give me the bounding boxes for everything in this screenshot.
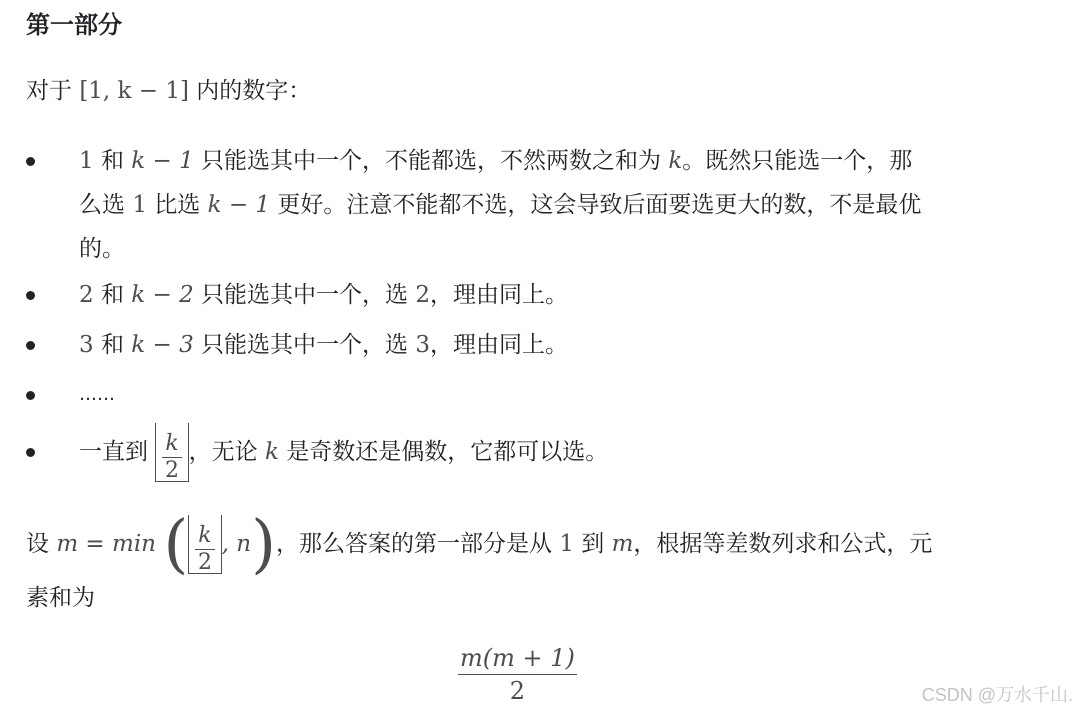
list-item — [26, 273, 1046, 317]
list-item-continuation — [26, 227, 1046, 271]
text-part: ，根据等差数列求和公式，元 — [633, 531, 933, 557]
text-part: 更好。注意不能都不选，这会导致后面要选更大的数，不是最优 — [277, 192, 922, 218]
bullet-dot — [26, 391, 35, 400]
display-formula — [458, 642, 577, 707]
fraction-k-over-2 — [162, 431, 181, 484]
math-three: 3 — [415, 332, 430, 358]
formula-numerator: m(m + 1) — [458, 642, 577, 675]
bullet-dot — [26, 157, 35, 166]
math-two: 2 — [79, 282, 94, 308]
floor-bracket — [155, 423, 188, 482]
math-m: m — [611, 531, 634, 557]
math-k-minus-3: k − 3 — [131, 332, 194, 358]
bullet-dot — [26, 291, 35, 300]
bullet-dot — [26, 448, 35, 457]
math-one: 1 — [559, 531, 574, 557]
text-part: ，理由同上。 — [430, 332, 568, 358]
fraction-formula — [458, 642, 577, 707]
text-part: 一直到 — [79, 439, 148, 465]
text-part: 的。 — [79, 236, 125, 262]
math-k: k — [264, 439, 279, 465]
fraction-denominator: 2 — [197, 550, 212, 575]
text-part: 是奇数还是偶数，它都可以选。 — [286, 439, 609, 465]
math-k-minus-1: k − 1 — [131, 148, 194, 174]
fraction-k-over-2 — [195, 523, 214, 576]
section-heading: 第一部分 — [26, 11, 122, 39]
floor-bracket — [188, 515, 221, 574]
intro-prefix: 对于 — [26, 78, 72, 104]
text-and: 和 — [100, 148, 124, 174]
math-k-minus-1: k − 1 — [207, 192, 271, 218]
intro-line — [26, 69, 311, 113]
math-one: 1 — [79, 148, 94, 174]
math-k-minus-2: k − 2 — [131, 282, 194, 308]
fraction-numerator: k — [162, 431, 181, 458]
text-part: 比选 — [154, 192, 201, 218]
fraction-denominator: 2 — [164, 458, 179, 483]
text-part: ，那么答案的第一部分是从 — [276, 531, 553, 557]
bullet-dot — [26, 341, 35, 350]
ellipsis-text: …… — [79, 384, 115, 405]
right-paren: ) — [251, 507, 277, 582]
text-part: 只能选其中一个，选 — [201, 332, 409, 358]
text-part: 设 — [26, 531, 49, 557]
math-k: k — [668, 148, 683, 174]
list-item-continuation — [26, 183, 1046, 227]
text-part: 只能选其中一个，选 — [201, 282, 409, 308]
text-part: 只能选其中一个，不能都选，不然两数之和为 — [201, 148, 662, 174]
left-paren: ( — [163, 507, 189, 582]
list-item — [26, 139, 1046, 183]
paragraph-line-1 — [26, 507, 933, 582]
paragraph-line-2: 素和为 — [26, 585, 95, 611]
text-part: 。既然只能选一个，那 — [682, 148, 913, 174]
intro-math: [1, k − 1] — [79, 78, 189, 104]
math-n: , n — [221, 531, 252, 557]
list-item — [26, 420, 1046, 484]
text-part: ，理由同上。 — [430, 282, 568, 308]
text-part: ，无论 — [188, 439, 258, 465]
math-three: 3 — [79, 332, 94, 358]
text-part: 到 — [581, 531, 605, 557]
text-and: 和 — [100, 282, 124, 308]
fraction-numerator: k — [195, 523, 214, 550]
text-part: 么选 — [79, 192, 125, 218]
watermark: CSDN @万水千山. — [921, 685, 1073, 705]
math-one: 1 — [132, 192, 147, 218]
list-item — [26, 323, 1046, 367]
formula-denominator: 2 — [509, 677, 526, 705]
math-m-equals-min: m = min — [56, 531, 156, 557]
list-item — [26, 373, 1046, 417]
text-and: 和 — [100, 332, 124, 358]
math-two: 2 — [415, 282, 430, 308]
intro-suffix: 内的数字： — [196, 78, 312, 104]
